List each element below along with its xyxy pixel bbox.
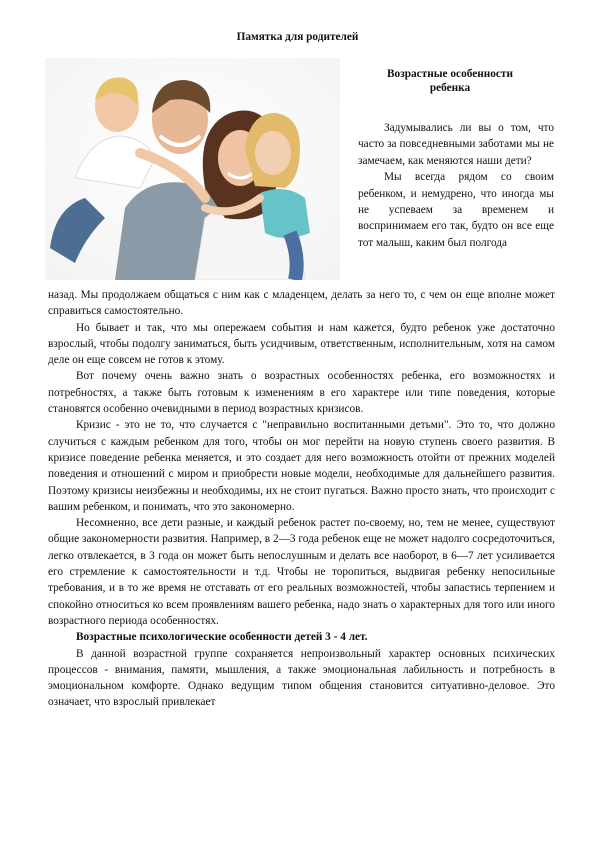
- section-heading: Возрастные психологические особенности детей 3 - 4 лет.: [76, 631, 368, 644]
- body-paragraph: назад. Мы продолжаем общаться с ним как с младенцем, делать за него то, с чем он еще вполне может справиться самостоятельно.: [48, 289, 555, 318]
- body-paragraph: Вот почему очень важно знать о возрастных особенностях ребенка, его возможностях и потребностях, а также быть готовым к изменениям в его характере или типе поведения, которые становятся особенно очевидными в период возрастных кризисов.: [48, 370, 555, 416]
- body-text: [48, 287, 555, 711]
- side-paragraph: Задумывались ли вы о том, что часто за повседневными заботами мы не замечаем, как меняются наши дети?: [358, 122, 554, 167]
- body-paragraph: Но бывает и так, что мы опережаем события и нам кажется, будто ребенок уже достаточно взрослый, чтобы подолгу заниматься, быть усидчивым, ответственным, исполнительным, хотя на самом деле он еще совсем не готов к этому.: [48, 321, 555, 367]
- family-photo: [45, 58, 340, 280]
- body-paragraph: В данной возрастной группе сохраняется непроизвольный характер основных психических процессов - внимания, памяти, мышления, а также эмоциональная лабильность и потребность в эмоциональном комфорте. Однако ведущим типом общения становится ситуативно-деловое. Это означает, что взрослый привлекает: [48, 647, 555, 709]
- side-paragraph: Мы всегда рядом со своим ребенком, и немудрено, что иногда мы не успеваем за временем и воспринимаем его так, будто он все еще тот малыш, каким был полгода: [358, 171, 554, 249]
- document-title: Памятка для родителей: [236, 31, 359, 43]
- body-paragraph: Кризис - это не то, что случается с "неправильно воспитанными детьми". Это то, что должно случиться с каждым ребенком для того, чтобы он мог перейти на новую ступень своего развития. В кризисе поведение ребенка меняется, и это создает для него возможность отойти от прежних моделей поведения и отношений с миром и приобрести новые модели, необходимые для дальнейшего развития. Поэтому кризисы неизбежны и необходимы, их не стоит пугаться. Важно просто знать, что происходит с вашим ребенком, и понимать, что это закономерно.: [48, 419, 555, 513]
- document-subtitle: Возрастные особенности ребенка: [387, 68, 513, 94]
- body-paragraph: Несомненно, все дети разные, и каждый ребенок растет по-своему, но, тем не менее, существуют общие закономерности развития. Например, в 2—3 года ребенок еще не может надолго сосредоточиться, легко отвлекается, в 3 года он может быть непослушным и делать все наоборот, в 6—7 лет усиливается его стремление к самостоятельности и т.д. Чтобы не торопиться, выдвигая ребенку непосильные требования, и в то же время не отставать от его реальных возможностей, чтобы запастись терпением и спокойно относиться ко всем проявлениям вашего ребенка, надо знать о характерных для того или иного возрастного периода особенностях.: [48, 517, 555, 627]
- side-text: [358, 120, 554, 251]
